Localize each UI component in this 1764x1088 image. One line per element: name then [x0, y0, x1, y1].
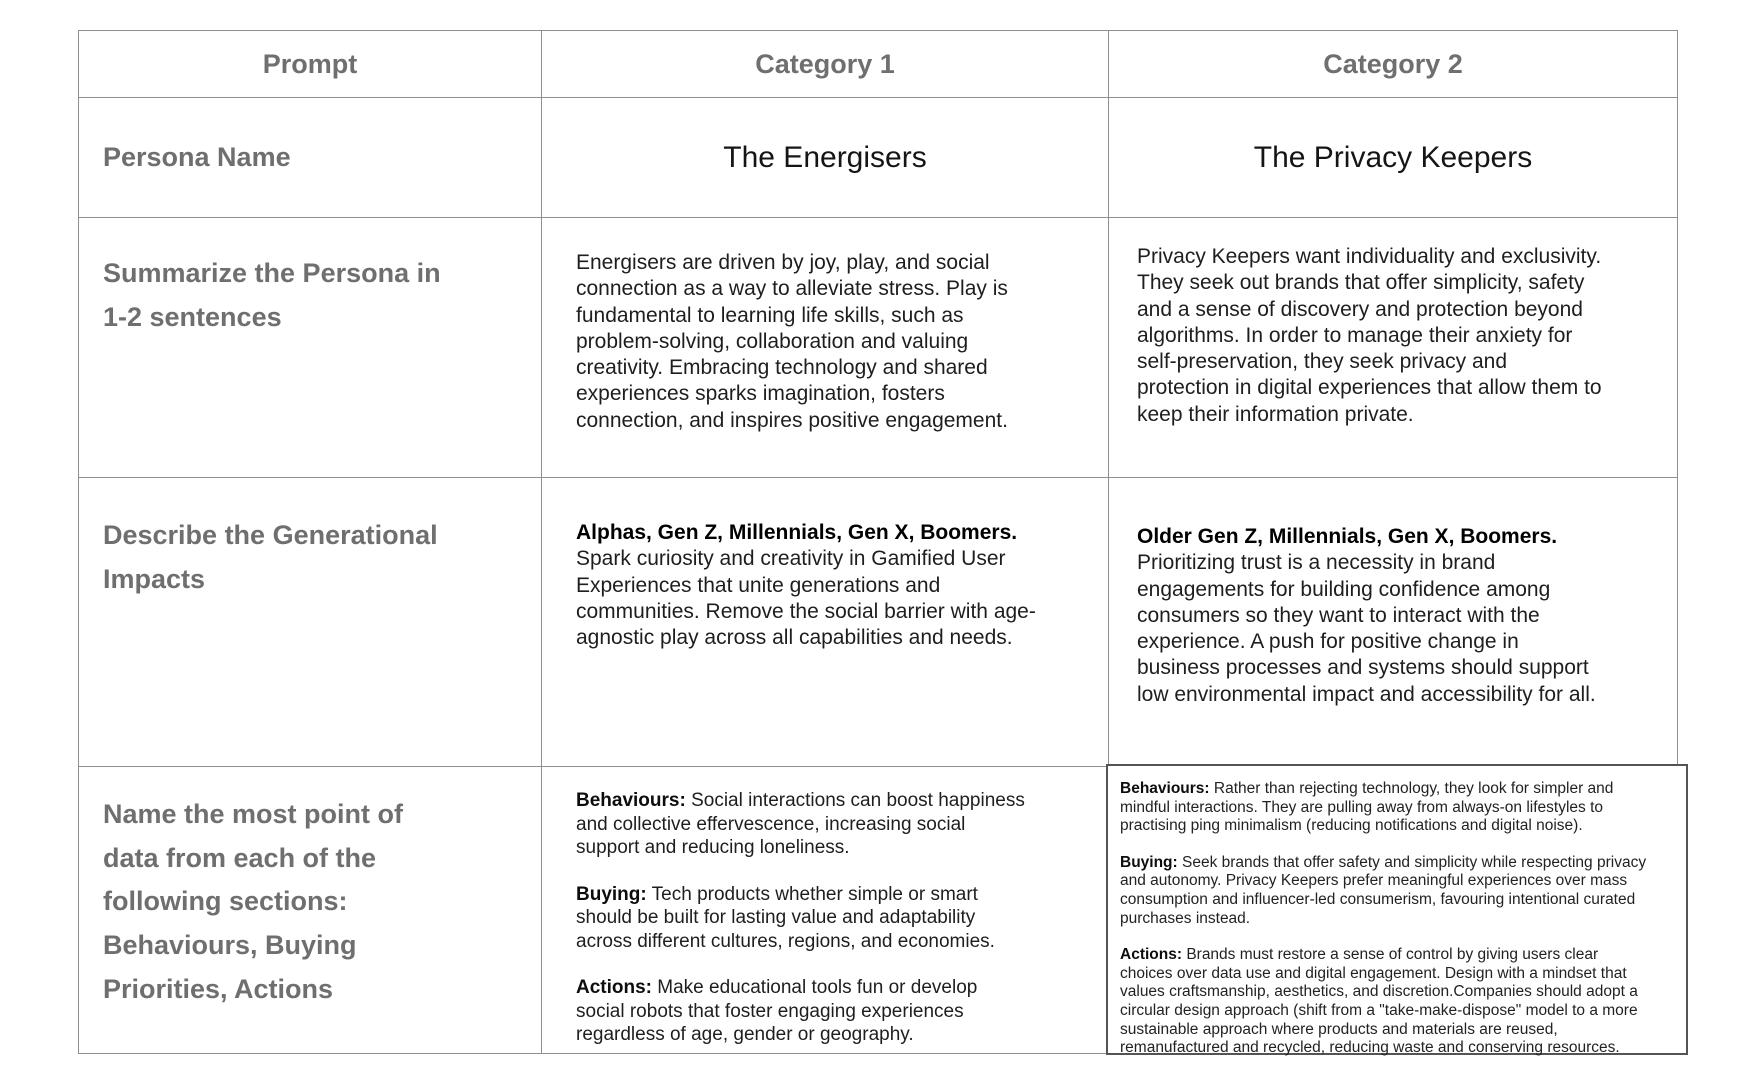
prompt-persona-name — [79, 98, 542, 218]
category1-behaviours-text: Social interactions can boost happiness and collective effervescence, increasing social support and reducing loneliness. — [576, 790, 1025, 859]
data-points-category2-box — [1106, 764, 1688, 1055]
category1-buying-text: Tech products whether simple or smart should be built for lasting value and adaptability across different cultures, regions, and economies. — [576, 883, 995, 952]
prompt-summarize-persona-label: Summarize the Persona in 1-2 sentences — [103, 258, 441, 332]
prompt-persona-name-label: Persona Name — [103, 141, 291, 172]
prompt-data-points — [79, 767, 542, 1054]
persona-name-category2-value: The Privacy Keepers — [1253, 140, 1533, 174]
prompt-generational-impacts-label: Describe the Generational Impacts — [103, 520, 438, 594]
persona-name-category1-value: The Energisers — [723, 140, 927, 174]
column-header-category2 — [1109, 31, 1678, 98]
category1-actions-paragraph — [576, 976, 1028, 1047]
column-header-category1-label: Category 1 — [755, 48, 895, 79]
category1-buying-paragraph — [576, 883, 1028, 954]
category1-actions-label: Actions: — [576, 977, 652, 999]
generational-category1-text: Spark curiosity and creativity in Gamified User Experiences that unite generations and communities. Remove the social barrier with age-agnostic play across all capabilities and needs. — [576, 547, 1036, 649]
column-header-category2-label: Category 2 — [1323, 48, 1463, 79]
category2-buying-text: Seek brands that offer safety and simplicity while respecting privacy and autonomy. Privacy Keepers prefer meaningful experiences over mass consumption and influencer-led consumerism, favouring intentional curated purchases instead. — [1120, 853, 1647, 927]
category2-behaviours-paragraph — [1120, 780, 1653, 836]
column-header-category1 — [542, 31, 1109, 98]
column-header-prompt-label: Prompt — [262, 48, 358, 79]
column-header-prompt — [79, 31, 542, 98]
prompt-summarize-persona — [79, 218, 542, 478]
category2-buying-label: Buying: — [1120, 853, 1178, 871]
category1-buying-label: Buying: — [576, 883, 647, 905]
category1-behaviours-paragraph — [576, 789, 1028, 860]
category2-buying-paragraph — [1120, 854, 1653, 928]
category1-behaviours-label: Behaviours: — [576, 790, 686, 811]
summary-category2-text: Privacy Keepers want individuality and exclusivity. They seek out brands that offer simplicity, safety and a sense of discovery and protection beyond algorithms. In order to manage their anxiety for self-preservation, they seek privacy and protection in digital experiences that allow them to keep their information private. — [1137, 245, 1602, 426]
generational-category1 — [542, 478, 1109, 767]
summary-category1 — [542, 218, 1109, 478]
prompt-generational-impacts — [79, 478, 542, 767]
category2-actions-text: Brands must restore a sense of control by giving users clear choices over data use and digital engagement. Design with a mindset that values craftsmanship, aesthetics, and discretion.Companies should adopt a circular design approach (shift from a "take-make-dispose" model to a more sustainable approach where products and materials are reused, remanufactured and recycled, reducing waste and conserving resources. — [1120, 946, 1638, 1057]
data-points-category1 — [542, 767, 1109, 1054]
persona-name-category2 — [1109, 98, 1678, 218]
category2-behaviours-label: Behaviours: — [1120, 780, 1210, 797]
summary-category1-text: Energisers are driven by joy, play, and social connection as a way to alleviate stress. Play is fundamental to learning life skills, such as problem-solving, collaboration and valuing creativity. Embracing technology and shared experiences sparks imagination, fosters connection, and inspires positive engagement. — [576, 251, 1008, 432]
generational-category2 — [1109, 478, 1678, 767]
generational-category2-generations: Older Gen Z, Millennials, Gen X, Boomers. — [1137, 525, 1558, 548]
prompt-data-points-label: Name the most point of data from each of the following sections: Behaviours, Buying Priorities, Actions — [103, 799, 404, 1004]
generational-category2-text: Prioritizing trust is a necessity in brand engagements for building confidence among consumers so they want to interact with the experience. A push for positive change in business processes and systems should support low environmental impact and accessibility for all. — [1137, 551, 1596, 706]
summary-category2 — [1109, 218, 1678, 478]
category2-actions-paragraph — [1120, 946, 1653, 1058]
persona-name-category1 — [542, 98, 1109, 218]
category1-actions-text: Make educational tools fun or develop social robots that foster engaging experiences regardless of age, gender or geography. — [576, 977, 978, 1046]
category2-behaviours-text: Rather than rejecting technology, they look for simpler and mindful interactions. They are pulling away from always-on lifestyles to practising ping minimalism (reducing notifications and digital noise). — [1120, 780, 1614, 835]
category2-actions-label: Actions: — [1120, 946, 1182, 964]
generational-category1-generations: Alphas, Gen Z, Millennials, Gen X, Boomers. — [576, 521, 1018, 544]
